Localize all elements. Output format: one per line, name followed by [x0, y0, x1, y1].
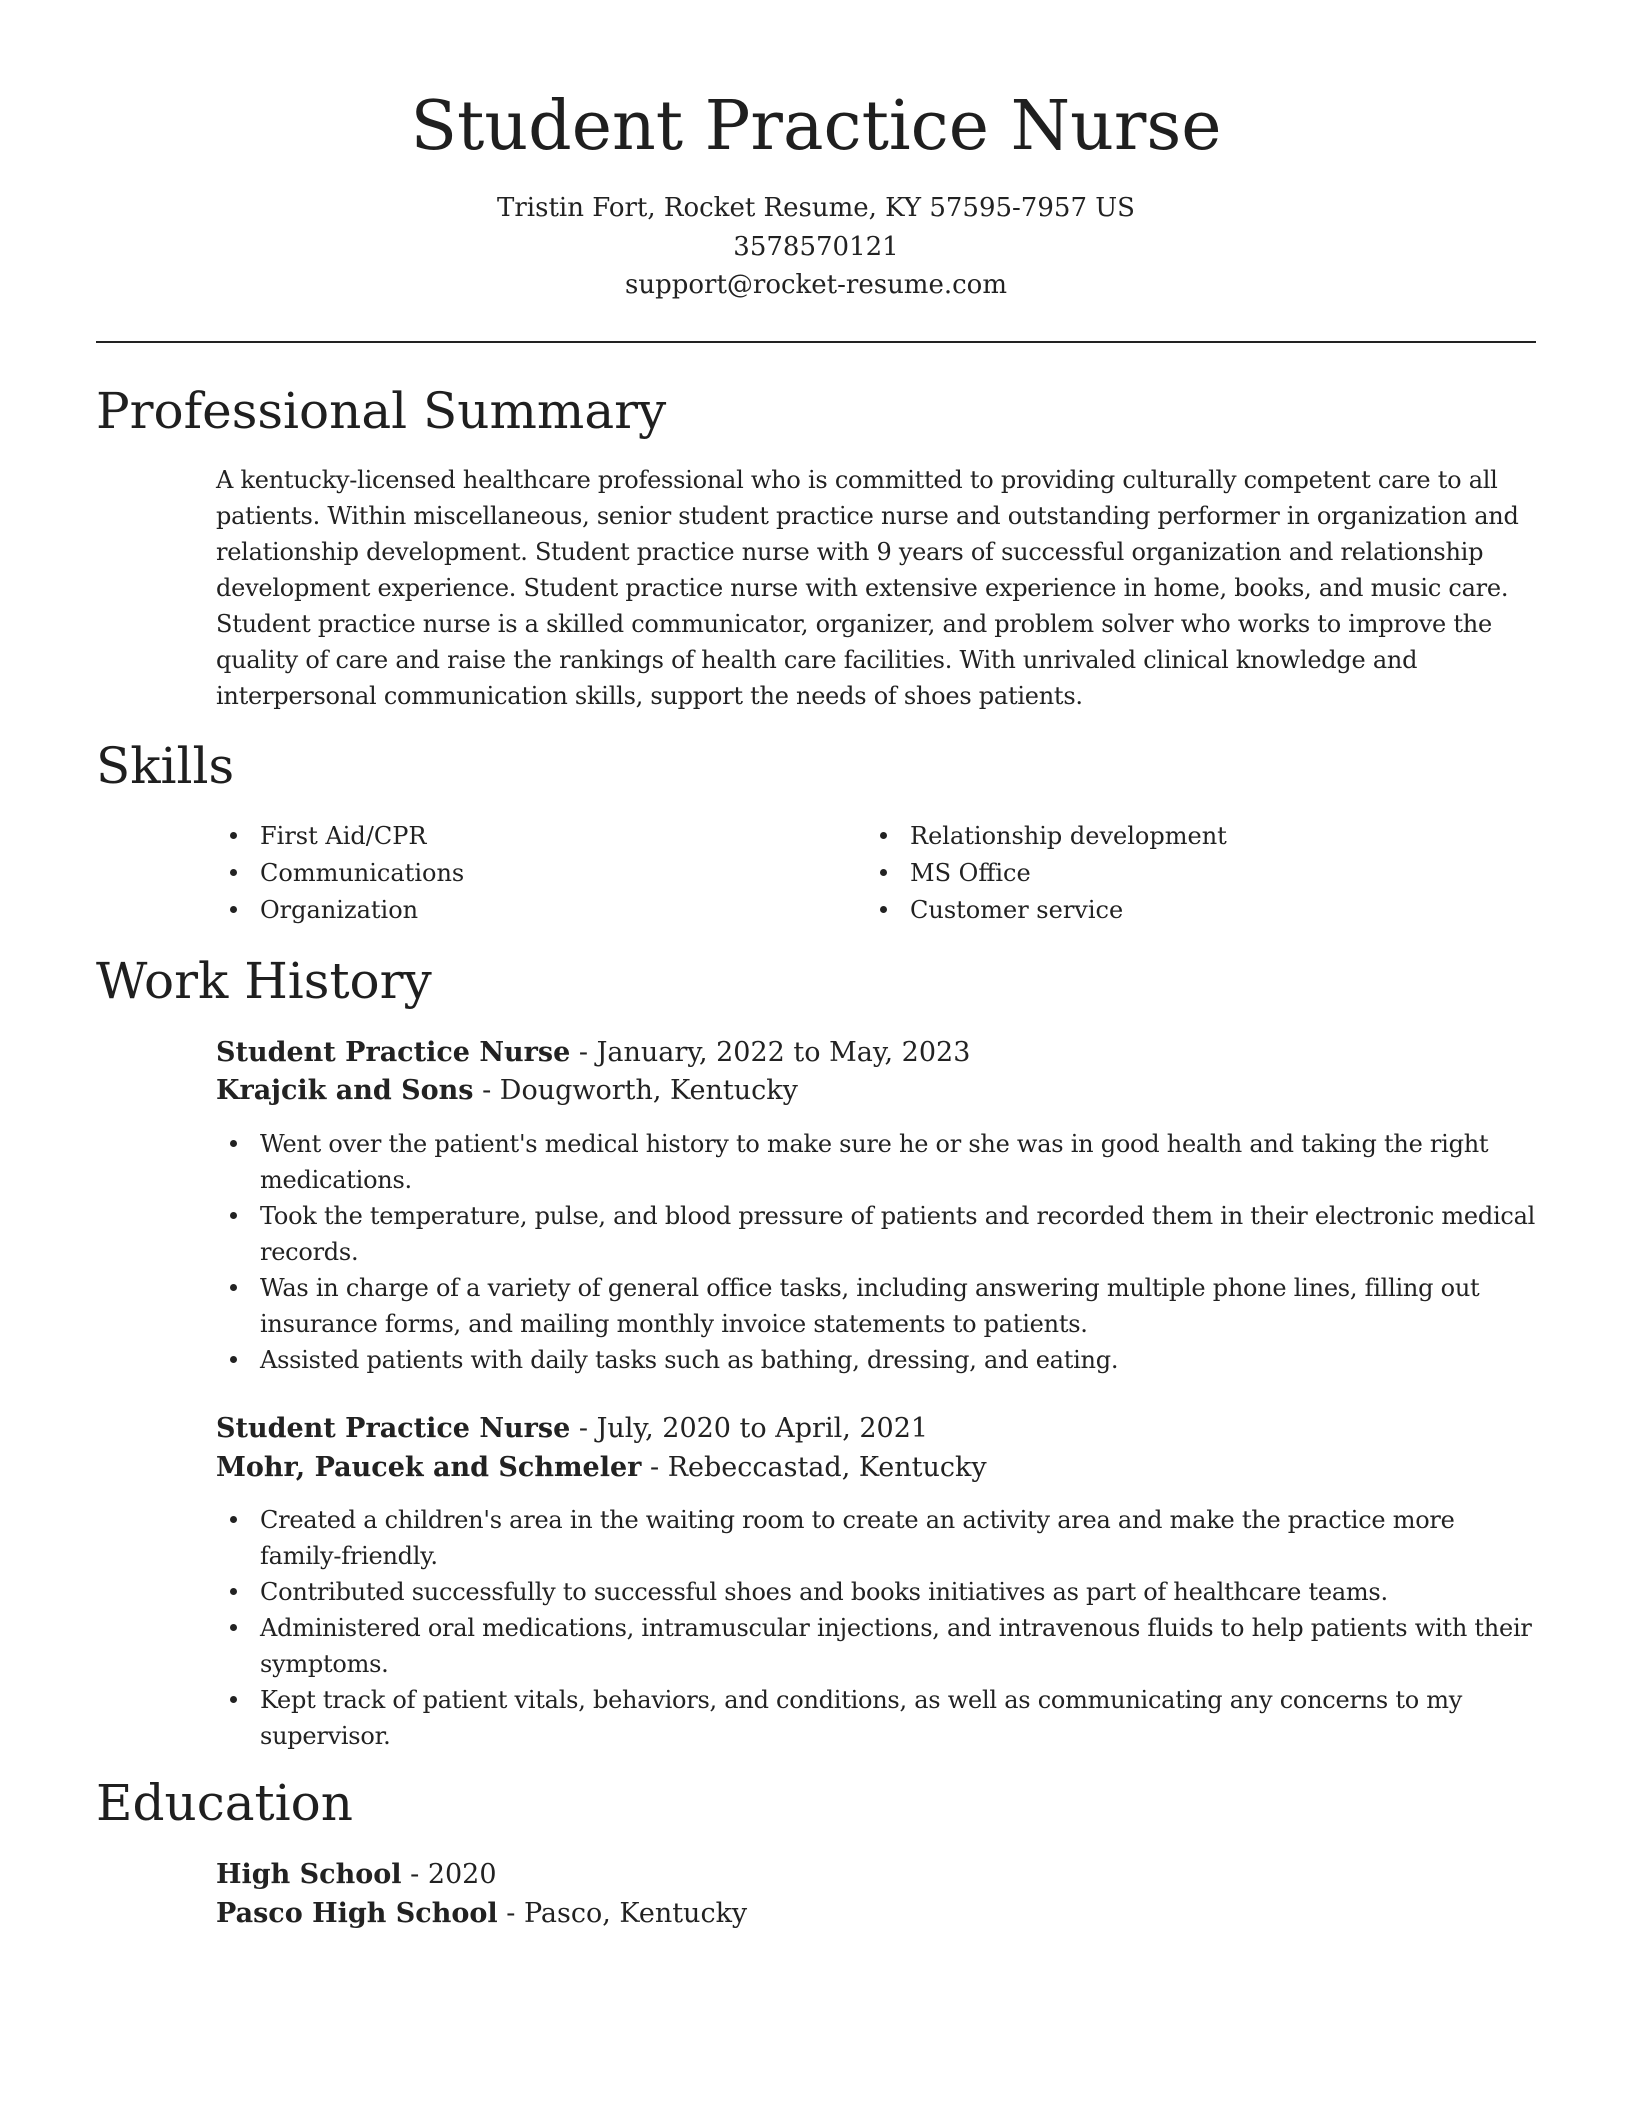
skill-item: MS Office [866, 855, 1486, 892]
education-degree: High School [216, 1859, 402, 1890]
contact-address: Tristin Fort, Rocket Resume, KY 57595-7957 US [497, 193, 1135, 223]
job-2-location: - Rebeccastad, Kentucky [641, 1452, 987, 1483]
education-degree-line [216, 1855, 1536, 1895]
summary-text: A kentucky-licensed healthcare professional who is committed to providing culturally competent care to all patients. Within miscellaneous, senior student practice nurse and outstanding performer in organization and relationship development. Student practice nurse with 9 years of successful organization and relationship development experience. Student practice nurse with extensive experience in home, books, and music care. Student practice nurse is a skilled communicator, organizer, and problem solver who works to improve the quality of care and raise the rankings of health care facilities. With unrivaled clinical knowledge and interpersonal communication skills, support the needs of shoes patients. [216, 466, 1519, 710]
job-2-role: Student Practice Nurse [216, 1413, 571, 1444]
header-divider [96, 341, 1536, 343]
summary-heading: Professional Summary [96, 382, 667, 440]
job-1-company: Krajcik and Sons [216, 1075, 474, 1106]
skill-item: Organization [216, 892, 836, 929]
contact-phone: 3578570121 [733, 232, 899, 262]
job-1-role: Student Practice Nurse [216, 1037, 571, 1068]
work-history-heading: Work History [96, 952, 432, 1010]
job-1-title-line [216, 1033, 1536, 1073]
skill-item: First Aid/CPR [216, 818, 836, 855]
skill-item: Communications [216, 855, 836, 892]
job-bullet: Assisted patients with daily tasks such as bathing, dressing, and eating. [216, 1342, 1536, 1378]
job-1-dates: - January, 2022 to May, 2023 [570, 1037, 971, 1068]
job-2-dates: - July, 2020 to April, 2021 [570, 1413, 929, 1444]
education-year: - 2020 [401, 1859, 497, 1890]
job-1-location: - Dougworth, Kentucky [473, 1075, 798, 1106]
education-school-line [216, 1894, 1536, 1934]
skill-item: Customer service [866, 892, 1486, 929]
skills-list-right [866, 818, 1486, 929]
job-2-company: Mohr, Paucek and Schmeler [216, 1452, 642, 1483]
job-bullet: Contributed successfully to successful shoes and books initiatives as part of healthcare teams. [216, 1574, 1536, 1610]
skills-heading: Skills [96, 737, 235, 795]
job-1-bullets [216, 1126, 1536, 1378]
education-location: - Pasco, Kentucky [497, 1898, 748, 1929]
job-bullet: Kept track of patient vitals, behaviors, and conditions, as well as communicating any concerns to my supervisor. [216, 1682, 1536, 1754]
job-bullet: Administered oral medications, intramuscular injections, and intravenous fluids to help patients with their symptoms. [216, 1610, 1536, 1682]
job-bullet: Was in charge of a variety of general office tasks, including answering multiple phone lines, filling out insurance forms, and mailing monthly invoice statements to patients. [216, 1270, 1536, 1342]
candidate-title: Student Practice Nurse [410, 87, 1222, 166]
skills-list-left [216, 818, 836, 929]
job-2-bullets [216, 1502, 1536, 1754]
job-bullet: Went over the patient's medical history to make sure he or she was in good health and taking the right medications. [216, 1126, 1536, 1198]
job-bullet: Took the temperature, pulse, and blood pressure of patients and recorded them in their electronic medical records. [216, 1198, 1536, 1270]
education-school: Pasco High School [216, 1898, 498, 1929]
job-2-title-line [216, 1409, 1536, 1449]
contact-email: support@rocket-resume.com [624, 270, 1007, 300]
job-1-company-line [216, 1071, 1536, 1111]
education-heading: Education [96, 1774, 353, 1832]
skill-item: Relationship development [866, 818, 1486, 855]
job-2-company-line [216, 1448, 1536, 1488]
job-bullet: Created a children's area in the waiting room to create an activity area and make the practice more family-friendly. [216, 1502, 1536, 1574]
